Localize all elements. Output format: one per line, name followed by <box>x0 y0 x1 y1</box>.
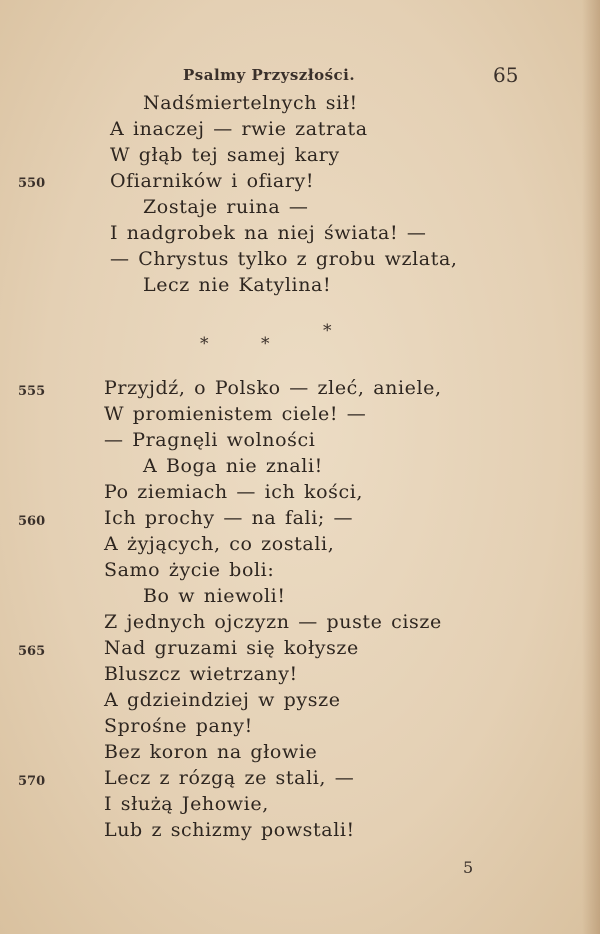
verse-line: Nad gruzami się kołysze <box>104 637 359 659</box>
verse-line: Po ziemiach — ich kości, <box>104 481 364 503</box>
verse-line: Nadśmiertelnych sił! <box>143 92 358 114</box>
page-number: 65 <box>493 63 519 87</box>
verse-line: — Chrystus tylko z grobu wzlata, <box>110 248 458 270</box>
verse-line: Bo w niewoli! <box>143 585 286 607</box>
signature-mark: 5 <box>463 858 474 877</box>
line-number-565: 565 <box>18 644 46 659</box>
separator-star: * <box>261 334 270 354</box>
verse-line: Lecz z rózgą ze stali, — <box>104 767 355 789</box>
line-number-555: 555 <box>18 384 46 399</box>
verse-line: Zostaje ruina — <box>143 196 309 218</box>
verse-line: — Pragnęli wolności <box>104 429 316 451</box>
verse-line: A gdzieindziej w pysze <box>104 689 341 711</box>
verse-line: I służą Jehowie, <box>104 793 269 815</box>
verse-line: Ofiarników i ofiary! <box>110 170 315 192</box>
verse-line: Sprośne pany! <box>104 715 253 737</box>
verse-line: Lub z schizmy powstali! <box>104 819 355 841</box>
verse-line: Z jednych ojczyzn — puste cisze <box>104 611 442 633</box>
running-header-title: Psalmy Przyszłości. <box>183 66 356 84</box>
verse-line: W głąb tej samej kary <box>110 144 340 166</box>
line-number-550: 550 <box>18 176 46 191</box>
line-number-560: 560 <box>18 514 46 529</box>
verse-line: A inaczej — rwie zatrata <box>110 118 368 140</box>
separator-star: * <box>200 334 209 354</box>
separator-star: * <box>323 321 332 341</box>
verse-line: Przyjdź, o Polsko — zleć, aniele, <box>104 377 442 399</box>
verse-line: Ich prochy — na fali; — <box>104 507 354 529</box>
verse-line: I nadgrobek na niej świata! — <box>110 222 427 244</box>
line-number-570: 570 <box>18 774 46 789</box>
verse-line: Bluszcz wietrzany! <box>104 663 298 685</box>
verse-line: A Boga nie znali! <box>143 455 323 477</box>
verse-line: W promienistem ciele! — <box>104 403 367 425</box>
verse-line: Bez koron na głowie <box>104 741 318 763</box>
verse-line: A żyjących, co zostali, <box>104 533 335 555</box>
verse-line: Lecz nie Katylina! <box>143 274 332 296</box>
verse-line: Samo życie boli: <box>104 559 275 581</box>
